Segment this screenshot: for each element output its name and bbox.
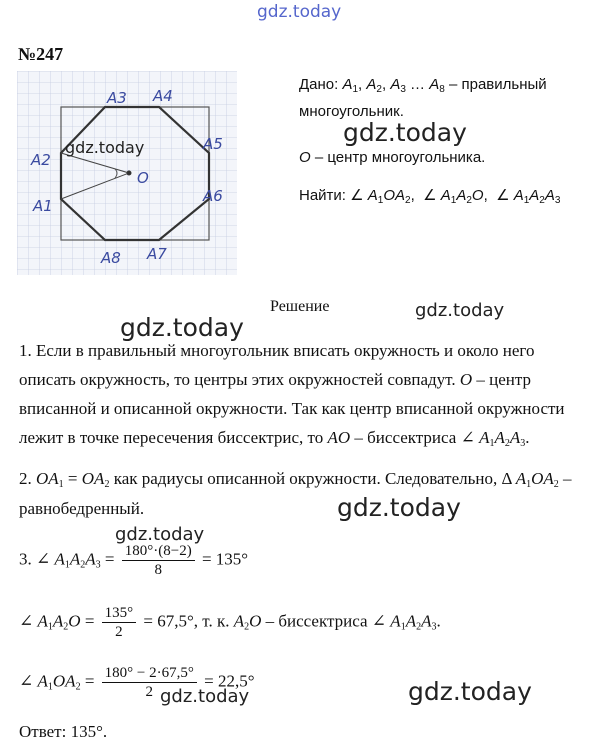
watermark-bottom-left: gdz.today bbox=[160, 686, 250, 707]
given-text-1: – правильный bbox=[448, 76, 547, 93]
step1-line1: 1. Если в правильный многоугольник вписать окружность и около него bbox=[19, 341, 535, 360]
given-line-2: многоугольник. bbox=[299, 103, 404, 120]
watermark-middle: gdz.today bbox=[337, 493, 461, 522]
given-line-3 bbox=[299, 149, 485, 166]
step2-line1: 2. $OA_1 = OA_2$ как радиусы описанной окружности. Следовательно, Δ $A_1OA_2$ – bbox=[19, 469, 572, 490]
problem-number: №247 bbox=[18, 44, 64, 64]
figure-watermark: gdz.today bbox=[65, 138, 145, 157]
label-a3: A3 bbox=[107, 89, 127, 107]
step3-formula-3: ∠ $A_1OA_2$ = $\frac{180^\circ - 2\cdot 67,5^\circ}{2}$ = 22,5° bbox=[19, 665, 255, 700]
step3-prefix: 3. bbox=[19, 549, 32, 569]
center-text: – центр многоугольника. bbox=[314, 149, 486, 166]
label-o: O bbox=[137, 169, 149, 187]
octagon-figure bbox=[17, 71, 237, 275]
step1-line2: описать окружность, то центры этих окружностей совпадут. O – центр bbox=[19, 370, 532, 389]
label-a4: A4 bbox=[153, 87, 173, 105]
label-a5: A5 bbox=[203, 135, 223, 153]
fraction-3 bbox=[102, 664, 197, 701]
watermark-given: gdz.today bbox=[343, 118, 467, 147]
step1-line4-a: лежит в точке пересечения биссектрис, то bbox=[19, 428, 324, 447]
given-line-1: Дано: $A_1$, $A_2$, $A_3$ … $A_8$ – правильный bbox=[299, 76, 547, 95]
watermark-solution-right: gdz.today bbox=[415, 300, 505, 321]
fraction-2-den: 2 bbox=[115, 624, 123, 640]
result-2: = 67,5°, т. к. bbox=[143, 611, 230, 631]
step1-line4-b: – биссектриса bbox=[354, 428, 457, 447]
center-point bbox=[127, 171, 132, 176]
fraction-2 bbox=[102, 604, 137, 641]
label-a2: A2 bbox=[31, 151, 51, 169]
result-1: = 135° bbox=[201, 549, 249, 569]
label-a1: A1 bbox=[33, 197, 53, 215]
solution-heading: Решение bbox=[270, 298, 330, 315]
watermark-top: gdz.today bbox=[257, 2, 342, 22]
center-letter: O bbox=[299, 149, 311, 166]
find-label: Найти: bbox=[299, 187, 346, 204]
step1-line4: лежит в точке пересечения биссектрис, то AO – биссектриса ∠ $A_1A_2A_3$. bbox=[19, 428, 530, 449]
fraction-2-num: 135° bbox=[102, 604, 137, 623]
step1-line3: вписанной и описанной окружности. Так как центр вписанной окружности bbox=[19, 399, 565, 418]
step2-text: как радиусы описанной окружности. Следовательно, bbox=[113, 469, 498, 488]
watermark-bottom-right: gdz.today bbox=[408, 677, 532, 706]
step1-line2-b: – центр bbox=[476, 370, 532, 389]
fraction-3-den: 2 bbox=[145, 684, 153, 700]
watermark-step3: gdz.today bbox=[115, 524, 205, 545]
step1-line2-a: описать окружность, то центры этих окружностей совпадут. bbox=[19, 370, 456, 389]
fraction-3-num: 180° − 2·67,5° bbox=[102, 664, 197, 683]
watermark-solution-left: gdz.today bbox=[120, 313, 244, 342]
find-line: Найти: ∠ $A_1OA_2$, ∠ $A_1A_2O$, ∠ $A_1A_2A_3$ bbox=[299, 187, 561, 206]
fraction-1 bbox=[122, 542, 195, 579]
step3-formula-1: 3. ∠ $A_1A_2A_3$ = $\frac{180^\circ\cdot(8-2)}{8}$ = 135° bbox=[19, 543, 249, 578]
label-a8: A8 bbox=[101, 249, 121, 267]
step2-line2: равнобедренный. bbox=[19, 499, 145, 518]
bisector-text: – биссектриса bbox=[265, 611, 368, 631]
answer: Ответ: 135°. bbox=[19, 722, 108, 741]
given-label: Дано: bbox=[299, 76, 339, 93]
result-3: = 22,5° bbox=[204, 671, 255, 691]
step2-dash: – bbox=[563, 469, 572, 488]
fraction-1-den: 8 bbox=[154, 562, 162, 578]
fraction-1-num: 180°·(8−2) bbox=[122, 542, 195, 561]
step2-prefix: 2. bbox=[19, 469, 32, 488]
label-a6: A6 bbox=[203, 187, 223, 205]
label-a7: A7 bbox=[147, 245, 167, 263]
step3-formula-2: ∠ $A_1A_2O$ = $\frac{135^\circ}{2}$ = 67,5°, т. к. $A_2O$ – биссектриса ∠ $A_1A_2A_3$. bbox=[19, 605, 441, 640]
